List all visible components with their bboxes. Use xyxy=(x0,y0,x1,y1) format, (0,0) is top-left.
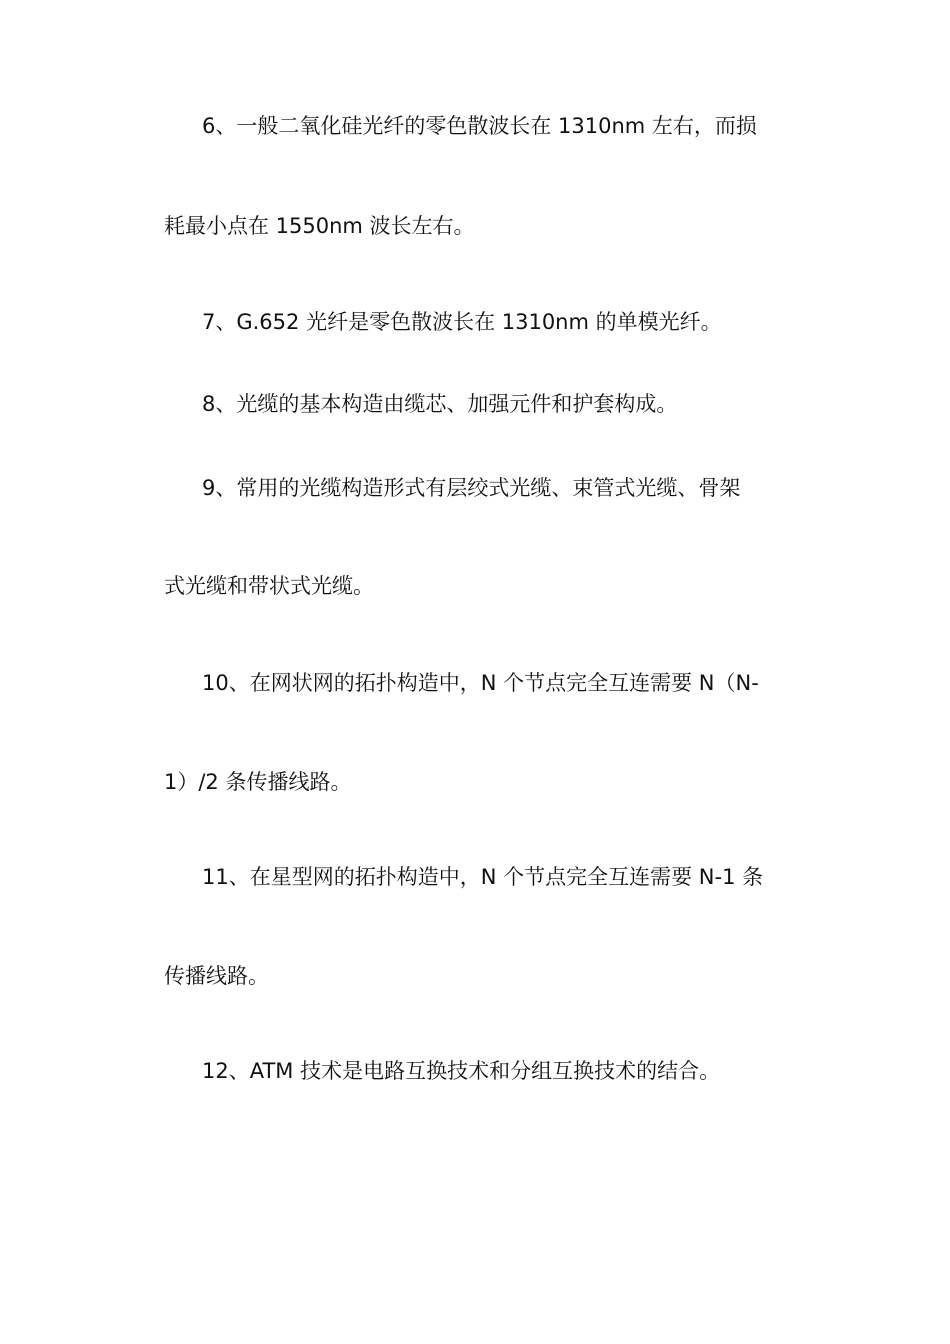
item-8-line-1: 8、光缆的基本构造由缆芯、加强元件和护套构成。 xyxy=(202,392,678,416)
item-11-line-2: 传播线路。 xyxy=(164,964,269,988)
item-6-line-2: 耗最小点在 1550nm 波长左右。 xyxy=(164,214,475,238)
item-12-line-1: 12、ATM 技术是电路互换技术和分组互换技术的结合。 xyxy=(202,1059,721,1083)
item-10-line-1: 10、在网状网的拓扑构造中，N 个节点完全互连需要 N（N- xyxy=(202,671,759,695)
item-9-line-1: 9、常用的光缆构造形式有层绞式光缆、束管式光缆、骨架 xyxy=(202,476,741,500)
item-9-line-2: 式光缆和带状式光缆。 xyxy=(164,574,374,598)
item-7-line-1: 7、G.652 光纤是零色散波长在 1310nm 的单模光纤。 xyxy=(202,310,722,334)
item-6-line-1: 6、一般二氧化硅光纤的零色散波长在 1310nm 左右，而损 xyxy=(202,114,757,138)
item-10-line-2: 1）/2 条传播线路。 xyxy=(164,770,352,794)
item-11-line-1: 11、在星型网的拓扑构造中，N 个节点完全互连需要 N-1 条 xyxy=(202,865,764,889)
